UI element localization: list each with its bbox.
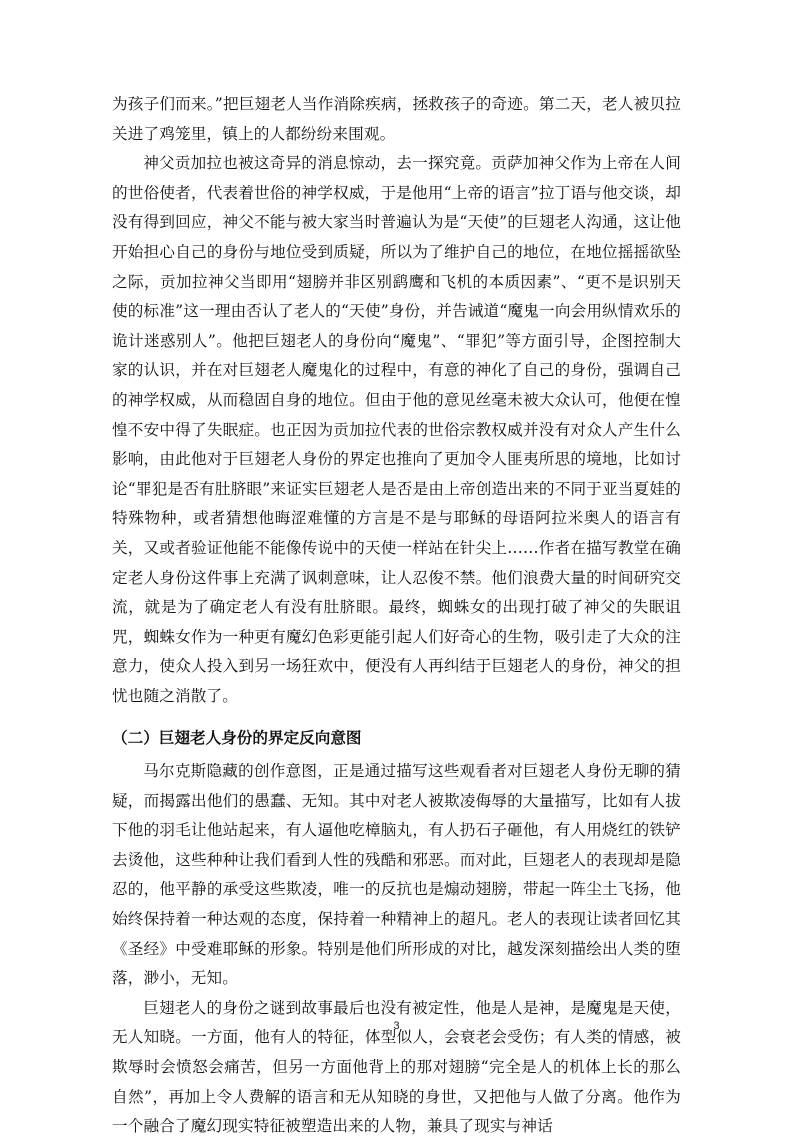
paragraph-continuation: 为孩子们而来。”把巨翅老人当作消除疾病，拯救孩子的奇迹。第二天，老人被贝拉关进了鸡笼里，镇上的人都纷纷来围观。 [112, 95, 681, 143]
section-heading: （二）巨翅老人身份的界定反向意图 [112, 728, 362, 748]
paragraph-priest-gonzaga: 神父贡加拉也被这奇异的消息惊动，去一探究竟。贡萨加神父作为上帝在人间的世俗使者，代表着世俗的神学权威，于是他用“上帝的语言”拉丁语与他交谈，却没有得到回应，神父不能与被大家当时普遍认为是“天使”的巨翅老人沟通，这让他开始担心自己的身份与地位受到质疑，所以为了维护自己的地位，在地位摇摇欲坠之际，贡加拉神父当即用“翅膀并非区别鹞鹰和飞机的本质因素”、“更不是识别天使的标准”这一理由否认了老人的“天使”身份，并告诫道“魔鬼一向会用纵情欢乐的诡计迷惑别人”。他把巨翅老人的身份向“魔鬼”、“罪犯”等方面引导，企图控制大家的认识，并在对巨翅老人魔鬼化的过程中，有意的神化了自己的身份，强调自己的神学权威，从而稳固自身的地位。但由于他的意见丝毫未被大众认可，他便在惶惶不安中得了失眠症。也正因为贡加拉代表的世俗宗教权威并没有对众人产生什么影响，由此他对于巨翅老人身份的界定也推向了更加令人匪夷所思的境地，比如讨论“罪犯是否有肚脐眼”来证实巨翅老人是否是由上帝创造出来的不同于亚当夏娃的特殊物种，或者猜想他晦涩难懂的方言是不是与耶稣的母语阿拉米奥人的语言有关，又或者验证他能不能像传说中的天使一样站在针尖上……作者在描写教堂在确定老人身份这件事上充满了讽刺意味，让人忍俊不禁。他们浪费大量的时间研究交流，就是为了确定老人有没有肚脐眼。最终，蜘蛛女的出现打破了神父的失眠诅咒，蜘蛛女作为一种更有魔幻色彩更能引起人们好奇心的生物，吸引走了大众的注意力，使众人投入到另一场狂欢中，便没有人再纠结于巨翅老人的身份，神父的担忧也随之消散了。 [112, 154, 681, 705]
page-number: 3 [393, 1020, 400, 1032]
paragraph-marquez-intent: 马尔克斯隐藏的创作意图，正是通过描写这些观看者对巨翅老人身份无聊的猜疑，而揭露出他们的愚蠢、无知。其中对老人被欺凌侮辱的大量描写，比如有人拔下他的羽毛让他站起来，有人逼他吃樟脑丸，有人扔石子砸他，有人用烧红的铁铲去烫他，这些种种让我们看到人性的残酷和邪恶。而对此，巨翅老人的表现却是隐忍的，他平静的承受这些欺凌，唯一的反抗也是煽动翅膀，带起一阵尘土飞扬，他始终保持着一种达观的态度，保持着一种精神上的超凡。老人的表现让读者回忆其《圣经》中受难耶稣的形象。特别是他们所形成的对比，越发深刻描绘出人类的堕落，渺小，无知。 [112, 762, 681, 988]
paragraph-identity-mystery: 巨翅老人的身份之谜到故事最后也没有被定性，他是人是神，是魔鬼是天使，无人知晓。一方面，他有人的特征，体型似人，会衰老会受伤；有人类的情感，被欺辱时会愤怒会痛苦，但另一方面他背上的那对翅膀“完全是人的机体上长的那么自然”，再加上令人费解的语言和无从知晓的身世，又把他与人做了分离。他作为一个融合了魔幻现实特征被塑造出来的人物，兼具了现实与神话 [112, 998, 681, 1136]
